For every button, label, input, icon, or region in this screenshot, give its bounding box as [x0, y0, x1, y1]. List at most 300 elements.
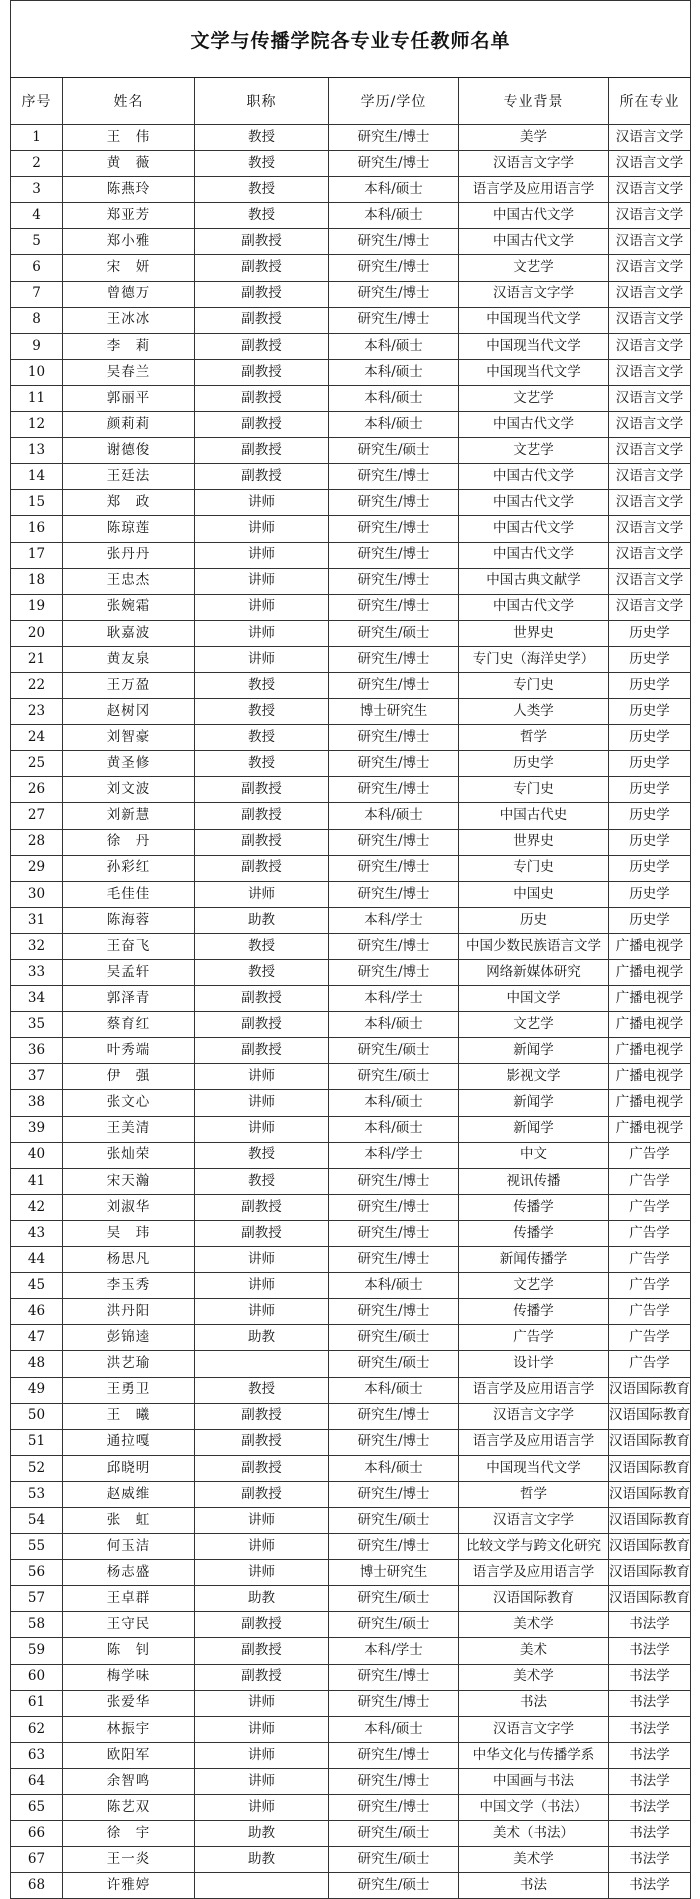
cell-background: 中国文学（书法） [459, 1795, 609, 1821]
cell-title: 讲师 [195, 568, 329, 594]
cell-serial: 45 [11, 1273, 63, 1299]
cell-education: 本科/硕士 [329, 412, 459, 438]
cell-name: 王忠杰 [63, 568, 195, 594]
cell-major: 汉语言文学 [609, 568, 691, 594]
cell-major: 汉语言文学 [609, 516, 691, 542]
cell-background: 比较文学与跨文化研究 [459, 1534, 609, 1560]
page-title: 文学与传播学院各专业专任教师名单 [11, 1, 691, 78]
cell-title: 讲师 [195, 594, 329, 620]
table-row [11, 1690, 691, 1716]
cell-name: 谢德俊 [63, 438, 195, 464]
cell-background: 美术学 [459, 1612, 609, 1638]
cell-name: 王万盈 [63, 672, 195, 698]
cell-title: 助教 [195, 1586, 329, 1612]
table-row [11, 229, 691, 255]
cell-background: 书法 [459, 1873, 609, 1899]
cell-education: 研究生/硕士 [329, 438, 459, 464]
cell-name: 伊 强 [63, 1064, 195, 1090]
cell-name: 王 曦 [63, 1403, 195, 1429]
table-row [11, 1220, 691, 1246]
cell-title: 副教授 [195, 1220, 329, 1246]
cell-education: 本科/硕士 [329, 203, 459, 229]
table-row [11, 1821, 691, 1847]
cell-background: 世界史 [459, 620, 609, 646]
cell-major: 广播电视学 [609, 960, 691, 986]
cell-major: 汉语言文学 [609, 412, 691, 438]
cell-education: 本科/硕士 [329, 385, 459, 411]
cell-title: 讲师 [195, 1534, 329, 1560]
cell-background: 网络新媒体研究 [459, 960, 609, 986]
cell-major: 书法学 [609, 1873, 691, 1899]
cell-major: 历史学 [609, 855, 691, 881]
cell-education: 本科/硕士 [329, 177, 459, 203]
cell-serial: 66 [11, 1821, 63, 1847]
cell-background: 中国古代史 [459, 803, 609, 829]
table-row [11, 1064, 691, 1090]
cell-education: 研究生/博士 [329, 1534, 459, 1560]
cell-background: 书法 [459, 1690, 609, 1716]
cell-title: 讲师 [195, 1090, 329, 1116]
table-row [11, 1742, 691, 1768]
cell-name: 许雅婷 [63, 1873, 195, 1899]
cell-title: 副教授 [195, 464, 329, 490]
table-row [11, 151, 691, 177]
cell-education: 研究生/博士 [329, 1664, 459, 1690]
cell-major: 广播电视学 [609, 933, 691, 959]
cell-name: 赵树冈 [63, 699, 195, 725]
cell-background: 影视文学 [459, 1064, 609, 1090]
cell-name: 陈海蓉 [63, 907, 195, 933]
cell-background: 中国少数民族语言文学 [459, 933, 609, 959]
cell-serial: 6 [11, 255, 63, 281]
cell-name: 李玉秀 [63, 1273, 195, 1299]
cell-major: 汉语国际教育 [609, 1507, 691, 1533]
cell-title: 讲师 [195, 1247, 329, 1273]
cell-major: 书法学 [609, 1664, 691, 1690]
cell-name: 洪艺瑜 [63, 1351, 195, 1377]
cell-education: 研究生/博士 [329, 1429, 459, 1455]
cell-name: 毛佳佳 [63, 881, 195, 907]
cell-serial: 10 [11, 359, 63, 385]
cell-title: 讲师 [195, 1716, 329, 1742]
cell-title: 副教授 [195, 855, 329, 881]
cell-name: 郑 政 [63, 490, 195, 516]
cell-serial: 13 [11, 438, 63, 464]
cell-serial: 1 [11, 125, 63, 151]
cell-name: 刘文波 [63, 777, 195, 803]
cell-major: 书法学 [609, 1638, 691, 1664]
cell-education: 研究生/博士 [329, 1795, 459, 1821]
cell-name: 王卓群 [63, 1586, 195, 1612]
cell-background: 中国古代文学 [459, 490, 609, 516]
cell-education: 研究生/博士 [329, 1742, 459, 1768]
cell-background: 中国古代文学 [459, 464, 609, 490]
cell-major: 广告学 [609, 1325, 691, 1351]
table-row [11, 438, 691, 464]
table-row [11, 1038, 691, 1064]
cell-name: 赵威维 [63, 1481, 195, 1507]
cell-background: 新闻学 [459, 1038, 609, 1064]
cell-serial: 20 [11, 620, 63, 646]
cell-name: 张婉霜 [63, 594, 195, 620]
cell-background: 中国画与书法 [459, 1768, 609, 1794]
cell-title: 讲师 [195, 1116, 329, 1142]
cell-serial: 68 [11, 1873, 63, 1899]
cell-education: 研究生/硕士 [329, 1821, 459, 1847]
cell-background: 中国古代文学 [459, 229, 609, 255]
cell-title: 副教授 [195, 385, 329, 411]
cell-name: 王 伟 [63, 125, 195, 151]
table-row [11, 855, 691, 881]
cell-background: 汉语言文字学 [459, 151, 609, 177]
cell-name: 陈琼莲 [63, 516, 195, 542]
table-row [11, 1351, 691, 1377]
cell-serial: 9 [11, 333, 63, 359]
cell-serial: 5 [11, 229, 63, 255]
cell-background: 设计学 [459, 1351, 609, 1377]
cell-title: 副教授 [195, 803, 329, 829]
cell-background: 哲学 [459, 725, 609, 751]
cell-major: 汉语国际教育 [609, 1455, 691, 1481]
cell-title: 副教授 [195, 1429, 329, 1455]
cell-name: 王美清 [63, 1116, 195, 1142]
cell-background: 人类学 [459, 699, 609, 725]
cell-education: 研究生/硕士 [329, 620, 459, 646]
cell-title: 讲师 [195, 1795, 329, 1821]
table-row [11, 490, 691, 516]
cell-name: 郭泽青 [63, 986, 195, 1012]
cell-education: 研究生/硕士 [329, 1351, 459, 1377]
cell-education: 研究生/博士 [329, 881, 459, 907]
cell-major: 广告学 [609, 1247, 691, 1273]
cell-title: 副教授 [195, 438, 329, 464]
cell-title: 教授 [195, 1142, 329, 1168]
table-row [11, 1194, 691, 1220]
cell-major: 广播电视学 [609, 1012, 691, 1038]
cell-name: 余智鸣 [63, 1768, 195, 1794]
cell-education: 研究生/博士 [329, 1403, 459, 1429]
cell-name: 洪丹阳 [63, 1299, 195, 1325]
table-row [11, 1481, 691, 1507]
cell-title: 教授 [195, 960, 329, 986]
cell-name: 徐 丹 [63, 829, 195, 855]
cell-education: 研究生/博士 [329, 464, 459, 490]
table-row [11, 125, 691, 151]
cell-education: 研究生/硕士 [329, 1038, 459, 1064]
cell-name: 陈燕玲 [63, 177, 195, 203]
cell-major: 汉语言文学 [609, 594, 691, 620]
table-row [11, 1612, 691, 1638]
cell-major: 书法学 [609, 1821, 691, 1847]
cell-background: 文艺学 [459, 255, 609, 281]
table-body [11, 125, 691, 1899]
cell-name: 李 莉 [63, 333, 195, 359]
cell-serial: 54 [11, 1507, 63, 1533]
cell-education: 研究生/博士 [329, 1690, 459, 1716]
cell-background: 语言学及应用语言学 [459, 177, 609, 203]
cell-serial: 48 [11, 1351, 63, 1377]
cell-background: 专门史 [459, 855, 609, 881]
cell-education: 研究生/硕士 [329, 1847, 459, 1873]
cell-education: 本科/硕士 [329, 1716, 459, 1742]
cell-title: 教授 [195, 672, 329, 698]
cell-serial: 57 [11, 1586, 63, 1612]
table-row [11, 1586, 691, 1612]
table-row [11, 699, 691, 725]
table-row [11, 1377, 691, 1403]
cell-title: 讲师 [195, 1768, 329, 1794]
cell-serial: 58 [11, 1612, 63, 1638]
cell-name: 张 虹 [63, 1507, 195, 1533]
table-row [11, 1638, 691, 1664]
table-row [11, 516, 691, 542]
cell-serial: 50 [11, 1403, 63, 1429]
cell-serial: 67 [11, 1847, 63, 1873]
table-row [11, 803, 691, 829]
cell-background: 哲学 [459, 1481, 609, 1507]
cell-education: 本科/硕士 [329, 1116, 459, 1142]
cell-serial: 36 [11, 1038, 63, 1064]
cell-serial: 25 [11, 751, 63, 777]
table-row [11, 881, 691, 907]
cell-education: 研究生/博士 [329, 855, 459, 881]
table-row [11, 1455, 691, 1481]
cell-title: 助教 [195, 1821, 329, 1847]
cell-serial: 18 [11, 568, 63, 594]
cell-background: 中国古典文献学 [459, 568, 609, 594]
cell-education: 研究生/博士 [329, 1247, 459, 1273]
cell-background: 汉语言文字学 [459, 1716, 609, 1742]
table-row [11, 177, 691, 203]
table-row [11, 1795, 691, 1821]
cell-serial: 46 [11, 1299, 63, 1325]
cell-serial: 24 [11, 725, 63, 751]
cell-background: 中国古代文学 [459, 203, 609, 229]
cell-serial: 41 [11, 1168, 63, 1194]
cell-title: 讲师 [195, 1507, 329, 1533]
cell-education: 研究生/硕士 [329, 1507, 459, 1533]
table-row [11, 568, 691, 594]
cell-education: 研究生/博士 [329, 725, 459, 751]
cell-major: 书法学 [609, 1690, 691, 1716]
cell-title: 副教授 [195, 1038, 329, 1064]
cell-major: 历史学 [609, 646, 691, 672]
cell-name: 刘淑华 [63, 1194, 195, 1220]
cell-background: 专门史（海洋史学） [459, 646, 609, 672]
cell-name: 黄圣修 [63, 751, 195, 777]
cell-education: 研究生/博士 [329, 960, 459, 986]
cell-background: 中国古代文学 [459, 412, 609, 438]
cell-major: 广播电视学 [609, 1116, 691, 1142]
table-row [11, 646, 691, 672]
cell-title: 副教授 [195, 255, 329, 281]
cell-serial: 49 [11, 1377, 63, 1403]
cell-name: 陈艺双 [63, 1795, 195, 1821]
table-row [11, 1429, 691, 1455]
cell-education: 本科/硕士 [329, 359, 459, 385]
header-title: 职称 [195, 78, 329, 125]
cell-name: 梅学味 [63, 1664, 195, 1690]
cell-title: 副教授 [195, 281, 329, 307]
cell-major: 广告学 [609, 1168, 691, 1194]
cell-major: 历史学 [609, 881, 691, 907]
table-row [11, 412, 691, 438]
cell-name: 张丹丹 [63, 542, 195, 568]
cell-serial: 44 [11, 1247, 63, 1273]
cell-title: 讲师 [195, 881, 329, 907]
table-row [11, 620, 691, 646]
cell-major: 汉语言文学 [609, 385, 691, 411]
cell-education: 研究生/博士 [329, 933, 459, 959]
cell-major: 汉语国际教育 [609, 1560, 691, 1586]
cell-name: 吴 玮 [63, 1220, 195, 1246]
cell-background: 中文 [459, 1142, 609, 1168]
cell-serial: 47 [11, 1325, 63, 1351]
cell-title: 讲师 [195, 1690, 329, 1716]
cell-serial: 42 [11, 1194, 63, 1220]
cell-serial: 60 [11, 1664, 63, 1690]
table-row [11, 1142, 691, 1168]
cell-name: 林振宇 [63, 1716, 195, 1742]
cell-name: 颜莉莉 [63, 412, 195, 438]
cell-major: 汉语言文学 [609, 333, 691, 359]
cell-serial: 64 [11, 1768, 63, 1794]
cell-education: 研究生/博士 [329, 594, 459, 620]
cell-serial: 2 [11, 151, 63, 177]
table-row [11, 1325, 691, 1351]
cell-serial: 43 [11, 1220, 63, 1246]
cell-major: 历史学 [609, 620, 691, 646]
cell-title: 教授 [195, 125, 329, 151]
cell-background: 语言学及应用语言学 [459, 1377, 609, 1403]
cell-title: 副教授 [195, 412, 329, 438]
cell-background: 美术学 [459, 1847, 609, 1873]
cell-major: 汉语言文学 [609, 438, 691, 464]
cell-title: 教授 [195, 1377, 329, 1403]
cell-title: 副教授 [195, 986, 329, 1012]
cell-serial: 14 [11, 464, 63, 490]
cell-background: 传播学 [459, 1220, 609, 1246]
cell-name: 宋天瀚 [63, 1168, 195, 1194]
cell-serial: 11 [11, 385, 63, 411]
cell-name: 刘新慧 [63, 803, 195, 829]
cell-background: 世界史 [459, 829, 609, 855]
cell-education: 本科/硕士 [329, 1377, 459, 1403]
header-background: 专业背景 [459, 78, 609, 125]
cell-name: 王勇卫 [63, 1377, 195, 1403]
cell-serial: 34 [11, 986, 63, 1012]
cell-major: 书法学 [609, 1768, 691, 1794]
cell-major: 书法学 [609, 1612, 691, 1638]
cell-serial: 31 [11, 907, 63, 933]
cell-name: 吴春兰 [63, 359, 195, 385]
cell-serial: 16 [11, 516, 63, 542]
cell-name: 何玉洁 [63, 1534, 195, 1560]
cell-title: 教授 [195, 177, 329, 203]
cell-title: 教授 [195, 1168, 329, 1194]
cell-major: 汉语国际教育 [609, 1429, 691, 1455]
cell-name: 王奋飞 [63, 933, 195, 959]
cell-title: 助教 [195, 1847, 329, 1873]
cell-education: 研究生/博士 [329, 751, 459, 777]
table-row [11, 594, 691, 620]
cell-name: 蔡育红 [63, 1012, 195, 1038]
cell-title: 讲师 [195, 542, 329, 568]
cell-serial: 26 [11, 777, 63, 803]
cell-major: 汉语言文学 [609, 281, 691, 307]
cell-background: 美术学 [459, 1664, 609, 1690]
table-row [11, 333, 691, 359]
cell-education: 本科/学士 [329, 1142, 459, 1168]
cell-major: 汉语言文学 [609, 464, 691, 490]
cell-background: 文艺学 [459, 438, 609, 464]
table-row [11, 464, 691, 490]
table-row [11, 777, 691, 803]
header-serial: 序号 [11, 78, 63, 125]
cell-education: 研究生/博士 [329, 542, 459, 568]
cell-education: 本科/硕士 [329, 1090, 459, 1116]
cell-background: 文艺学 [459, 385, 609, 411]
cell-background: 专门史 [459, 672, 609, 698]
header-major: 所在专业 [609, 78, 691, 125]
cell-title: 教授 [195, 203, 329, 229]
cell-name: 黄友泉 [63, 646, 195, 672]
cell-background: 专门史 [459, 777, 609, 803]
cell-name: 耿嘉波 [63, 620, 195, 646]
cell-title: 讲师 [195, 1273, 329, 1299]
cell-title: 讲师 [195, 1742, 329, 1768]
cell-education: 本科/硕士 [329, 1455, 459, 1481]
cell-major: 广播电视学 [609, 1064, 691, 1090]
table-row [11, 385, 691, 411]
cell-background: 文艺学 [459, 1273, 609, 1299]
cell-name: 王冰冰 [63, 307, 195, 333]
cell-major: 汉语国际教育 [609, 1377, 691, 1403]
cell-education: 研究生/博士 [329, 777, 459, 803]
teacher-list-table [10, 0, 691, 1899]
cell-name: 通拉嘎 [63, 1429, 195, 1455]
cell-background: 中国古代文学 [459, 516, 609, 542]
cell-title: 副教授 [195, 1481, 329, 1507]
cell-major: 汉语言文学 [609, 229, 691, 255]
cell-major: 汉语国际教育 [609, 1586, 691, 1612]
cell-major: 历史学 [609, 751, 691, 777]
cell-title: 讲师 [195, 1064, 329, 1090]
cell-education: 研究生/博士 [329, 490, 459, 516]
cell-name: 郑小雅 [63, 229, 195, 255]
cell-education: 博士研究生 [329, 699, 459, 725]
cell-major: 汉语国际教育 [609, 1403, 691, 1429]
cell-name: 张爱华 [63, 1690, 195, 1716]
cell-major: 历史学 [609, 699, 691, 725]
table-row [11, 829, 691, 855]
header-row [11, 78, 691, 125]
cell-title: 副教授 [195, 1403, 329, 1429]
cell-major: 汉语言文学 [609, 125, 691, 151]
table-row [11, 1273, 691, 1299]
cell-major: 广告学 [609, 1220, 691, 1246]
cell-major: 汉语言文学 [609, 359, 691, 385]
cell-major: 汉语国际教育 [609, 1534, 691, 1560]
table-row [11, 542, 691, 568]
table-row [11, 1847, 691, 1873]
cell-title: 副教授 [195, 1612, 329, 1638]
cell-serial: 27 [11, 803, 63, 829]
cell-serial: 8 [11, 307, 63, 333]
cell-education: 研究生/博士 [329, 1168, 459, 1194]
cell-background: 中国现当代文学 [459, 333, 609, 359]
cell-serial: 56 [11, 1560, 63, 1586]
